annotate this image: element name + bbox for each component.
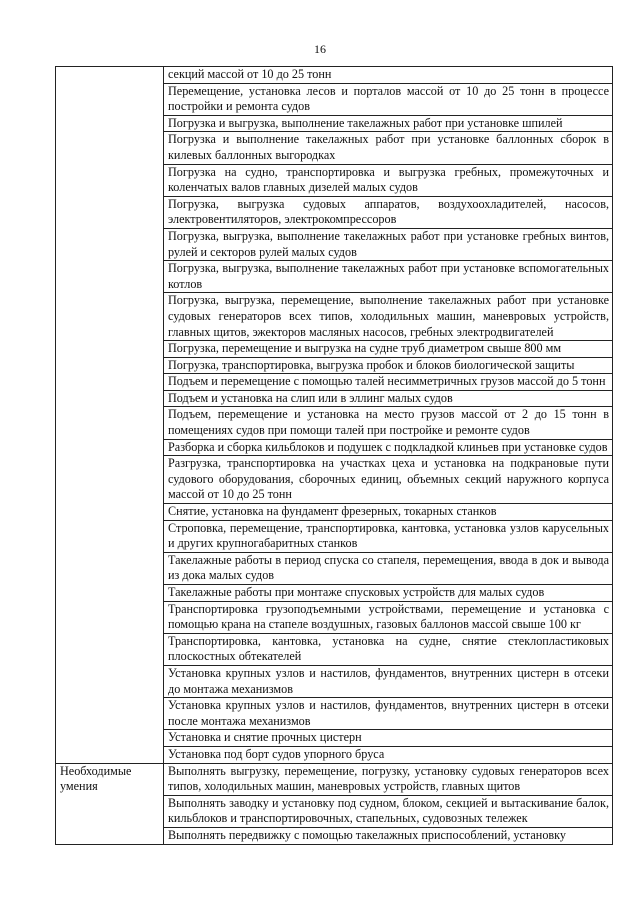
table-cell: Перемещение, установка лесов и порталов массой от 10 до 25 тонн в процессе постройки и ремонта судов	[164, 83, 613, 115]
table-cell: Подъем и установка на слип или в эллинг малых судов	[164, 390, 613, 407]
table-cell: Погрузка, выгрузка, выполнение такелажных работ при установке вспомогательных котлов	[164, 261, 613, 293]
table-cell: Подъем и перемещение с помощью талей несимметричных грузов массой до 5 тонн	[164, 374, 613, 391]
work-functions-table	[55, 66, 613, 845]
table-cell: секций массой от 10 до 25 тонн	[164, 67, 613, 84]
table-cell: Погрузка, выгрузка судовых аппаратов, воздухоохладителей, насосов, электровентиляторов, электрокомпрессоров	[164, 196, 613, 228]
table-cell: Разгрузка, транспортировка на участках цеха и установка на подкрановые пути судового оборудования, сборочных единиц, объемных секций наружного корпуса массой от 10 до 25 тонн	[164, 456, 613, 504]
table-cell: Установка и снятие прочных цистерн	[164, 730, 613, 747]
table-cell: Погрузка, выгрузка, выполнение такелажных работ при установке гребных винтов, рулей и секторов рулей малых судов	[164, 228, 613, 260]
table-cell: Строповка, перемещение, транспортировка, кантовка, установка узлов карусельных и других крупногабаритных станков	[164, 520, 613, 552]
table-cell: Транспортировка грузоподъемными устройствами, перемещение и установка с помощью крана на стапеле воздушных, газовых баллонов массой свыше 100 кг	[164, 601, 613, 633]
table-cell: Погрузка, транспортировка, выгрузка пробок и блоков биологической защиты	[164, 357, 613, 374]
table-row	[56, 67, 613, 84]
table-cell: Снятие, установка на фундамент фрезерных, токарных станков	[164, 504, 613, 521]
table-cell: Выполнять заводку и установку под судном, блоком, секцией и вытаскивание балок, кильблоков и транспортировочных, стапельных, судовозных тележек	[164, 795, 613, 827]
row-label-cell: Необходимые умения	[56, 763, 164, 844]
table-cell: Погрузка, перемещение и выгрузка на судне труб диаметром свыше 800 мм	[164, 341, 613, 358]
table-cell: Выполнять выгрузку, перемещение, погрузку, установку судовых генераторов всех типов, холодильных машин, маневровых устройств, главных щитов	[164, 763, 613, 795]
row-label-cell	[56, 67, 164, 764]
table-cell: Погрузка и выполнение такелажных работ при установке баллонных сборок в килевых баллонных выгородках	[164, 132, 613, 164]
table-cell: Установка крупных узлов и настилов, фундаментов, внутренних цистерн в отсеки до монтажа механизмов	[164, 665, 613, 697]
table-cell: Разборка и сборка кильблоков и подушек с подкладкой клиньев при установке судов	[164, 439, 613, 456]
table-cell: Установка крупных узлов и настилов, фундаментов, внутренних цистерн в отсеки после монтажа механизмов	[164, 698, 613, 730]
table-row	[56, 763, 613, 795]
table-cell: Погрузка, выгрузка, перемещение, выполнение такелажных работ при установке судовых генераторов всех типов, холодильных машин, маневровых устройств, главных щитов, эжекторов масляных насосов, гребных электродвигателей	[164, 293, 613, 341]
page-number: 16	[314, 42, 326, 56]
table-cell: Выполнять передвижку с помощью такелажных приспособлений, установку	[164, 827, 613, 844]
table-cell: Подъем, перемещение и установка на место грузов массой от 2 до 15 тонн в помещениях судов при помощи талей при постройке и ремонте судов	[164, 407, 613, 439]
table-cell: Погрузка и выгрузка, выполнение такелажных работ при установке шпилей	[164, 115, 613, 132]
table-cell: Установка под борт судов упорного бруса	[164, 746, 613, 763]
table-cell: Такелажные работы при монтаже спусковых устройств для малых судов	[164, 585, 613, 602]
table-cell: Погрузка на судно, транспортировка и выгрузка гребных, промежуточных и коленчатых валов главных дизелей малых судов	[164, 164, 613, 196]
table-cell: Транспортировка, кантовка, установка на судне, снятие стеклопластиковых плоскостных обтекателей	[164, 633, 613, 665]
table-cell: Такелажные работы в период спуска со стапеля, перемещения, ввода в док и вывода из дока малых судов	[164, 552, 613, 584]
